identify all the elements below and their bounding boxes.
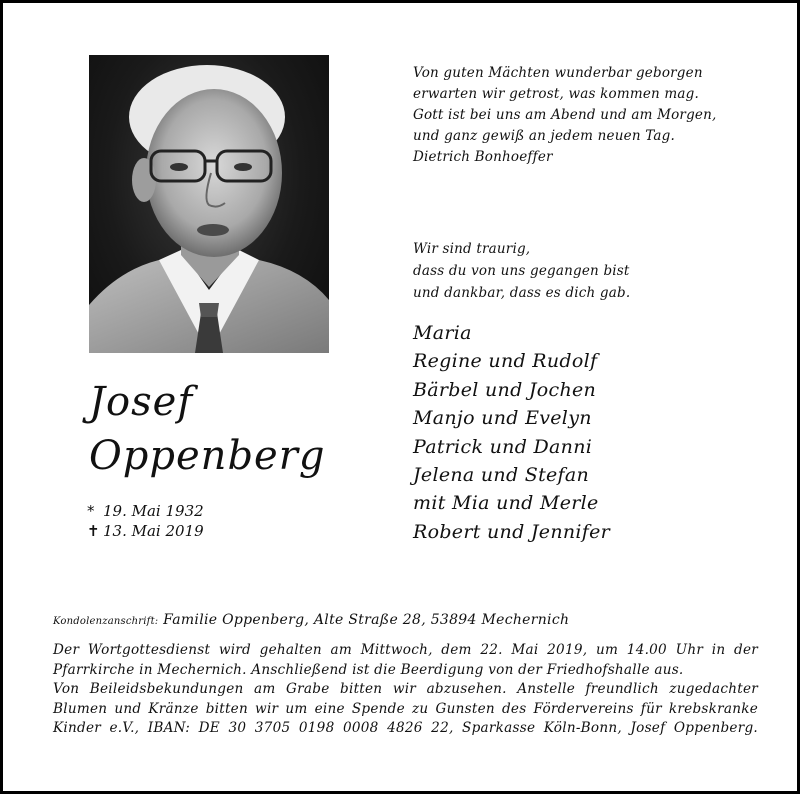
birth-star-icon: *: [87, 502, 95, 520]
mourners-list: [413, 319, 773, 546]
poem-line: und dankbar, dass es dich gab.: [413, 285, 631, 301]
quote-line: Gott ist bei uns am Abend und am Morgen,: [413, 107, 717, 123]
notice-line: Der Wortgottesdienst wird gehalten am Mittwoch, dem 22. Mai 2019, um 14.00 Uhr in der: [53, 642, 758, 658]
notice-line: Pfarrkirche in Mechernich. Anschließend ist die Beerdigung von der Friedhofshalle aus.: [53, 661, 684, 678]
address-value: Familie Oppenberg, Alte Straße 28, 53894 Mechernich: [163, 612, 570, 628]
poem-line: Wir sind traurig,: [413, 241, 531, 257]
cross-icon: ✝: [87, 522, 100, 540]
portrait-photo: [89, 55, 329, 353]
first-name: Josef: [89, 379, 194, 425]
quote-author: Dietrich Bonhoeffer: [413, 149, 553, 165]
mourner-name: Robert und Jennifer: [413, 520, 611, 543]
mourner-name: Jelena und Stefan: [413, 464, 590, 487]
deceased-name: [89, 375, 325, 483]
life-dates: [87, 501, 204, 541]
mourner-name: mit Mia und Merle: [413, 492, 599, 515]
quote-line: Von guten Mächten wunderbar geborgen: [413, 65, 703, 81]
address-label: Kondolenzanschrift:: [53, 616, 159, 627]
mourning-poem: [413, 238, 773, 304]
mourner-name: Bärbel und Jochen: [413, 378, 597, 401]
notice-line: Blumen und Kränze bitten wir um eine Spende zu Gunsten des Fördervereins für krebskranke: [53, 700, 758, 717]
service-notice: [53, 641, 758, 739]
birth-date: 19. Mai 1932: [103, 502, 204, 520]
quote-line: erwarten wir getrost, was kommen mag.: [413, 86, 699, 102]
mourner-name: Regine und Rudolf: [413, 350, 598, 373]
poem-line: dass du von uns gegangen bist: [413, 263, 630, 279]
condolence-address: [53, 610, 569, 632]
quote-line: und ganz gewiß an jedem neuen Tag.: [413, 128, 675, 144]
birth-date-row: [87, 501, 204, 521]
death-date: 13. Mai 2019: [103, 522, 204, 540]
last-name: Oppenberg: [89, 433, 326, 479]
bonhoeffer-quote: [413, 63, 773, 168]
notice-line: Kinder e.V., IBAN: DE 30 3705 0198 0008 4826 22, Sparkasse Köln-Bonn, Josef Oppenberg.: [53, 720, 758, 737]
mourner-name: Patrick und Danni: [413, 435, 593, 458]
death-date-row: [87, 521, 204, 541]
notice-line: Von Beileidsbekundungen am Grabe bitten wir abzusehen. Anstelle freundlich zugedachter: [53, 681, 758, 698]
mourner-name: Manjo und Evelyn: [413, 407, 592, 430]
mourner-name: Maria: [413, 322, 472, 344]
